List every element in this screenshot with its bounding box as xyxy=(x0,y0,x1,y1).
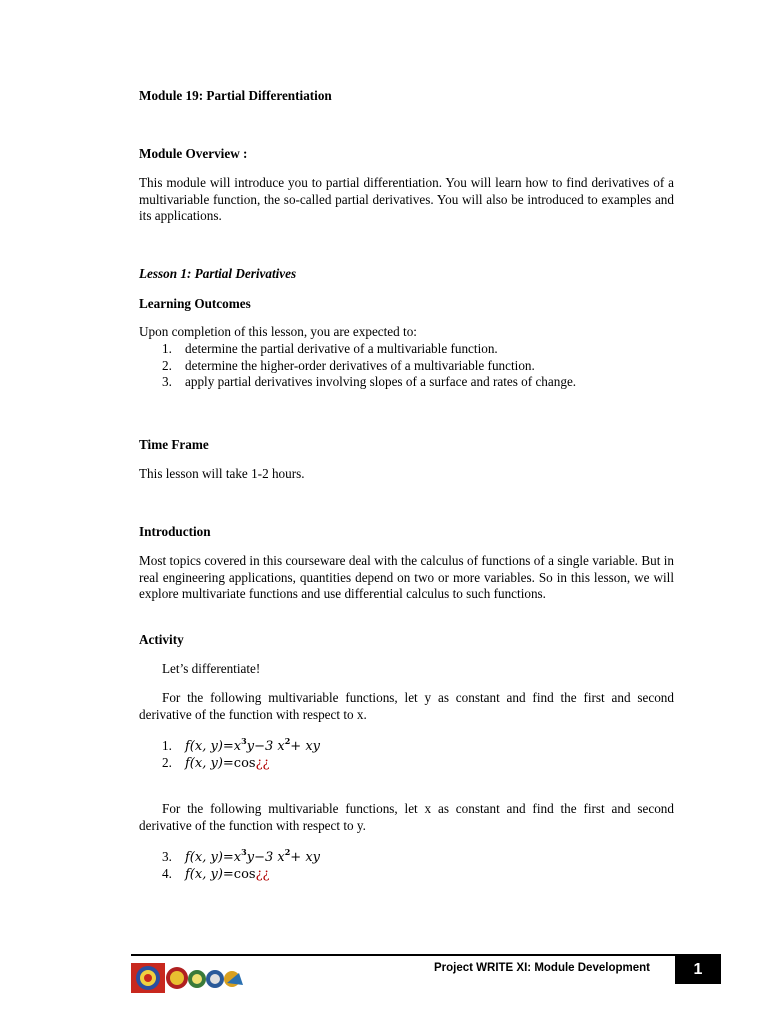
page-number: 1 xyxy=(675,955,721,984)
activity-list-part2 xyxy=(139,849,674,882)
seal-logos-icon xyxy=(131,963,248,993)
list-item: 1. f(x, $y)=x^3y-3$ $x^2+$ xy xyxy=(162,736,320,754)
overview-heading: Module Overview : xyxy=(139,146,248,161)
activity-part2-text: For the following multivariable functions, let x as constant and find the first and second derivative of the function with respect to y. xyxy=(139,801,674,833)
equation: f(x, y)=cos¿¿ xyxy=(185,755,270,771)
list-item: 2. f(x, y)=cos¿¿ xyxy=(162,754,270,771)
module-title: Module 19: Partial Differentiation xyxy=(139,88,332,103)
list-item: 3. f(x, $y)=x^3y-3$ $x^2+$ xy xyxy=(162,847,320,865)
time-frame-heading: Time Frame xyxy=(139,437,209,452)
equation: f(x, y)=cos¿¿ xyxy=(185,866,270,882)
overview-paragraph: This module will introduce you to partial differentiation. You will learn how to find derivatives of a multivariable function, the so-called partial derivatives. You will also be introduced to examples and its applications. xyxy=(139,175,674,223)
activity-prompt: Let’s differentiate! xyxy=(162,661,261,676)
list-item: 4. f(x, y)=cos¿¿ xyxy=(162,865,270,882)
time-frame-text: This lesson will take 1-2 hours. xyxy=(139,466,305,481)
introduction-paragraph: Most topics covered in this courseware deal with the calculus of functions of a single variable. But in real engineering applications, quantities depend on two or more variables. So in this lesson, we will explore multivariate functions and use differential calculus to such functions. xyxy=(139,553,674,601)
activity-list-part1 xyxy=(139,738,674,771)
footer-logos xyxy=(131,963,248,993)
lesson-title: Lesson 1: Partial Derivatives xyxy=(139,266,297,281)
equation: f(x, $y)=x^3y-3$ $x^2+$ xy xyxy=(185,847,320,865)
footer-rule xyxy=(131,954,721,956)
activity-part1-text: For the following multivariable functions, let y as constant and find the first and second derivative of the function with respect to x. xyxy=(139,690,674,722)
learning-outcomes-intro: Upon completion of this lesson, you are expected to: xyxy=(139,324,417,339)
footer-project-title: Project WRITE XI: Module Development xyxy=(434,962,650,974)
learning-outcomes-list xyxy=(139,341,674,391)
activity-heading: Activity xyxy=(139,632,184,647)
introduction-heading: Introduction xyxy=(139,524,211,539)
list-item: 3. apply partial derivatives involving slopes of a surface and rates of change. xyxy=(162,374,577,389)
list-item: 2. determine the higher-order derivatives of a multivariable function. xyxy=(162,357,535,373)
learning-outcomes-heading: Learning Outcomes xyxy=(139,296,251,311)
list-item: 1. determine the partial derivative of a multivariable function. xyxy=(162,341,498,356)
equation: f(x, $y)=x^3y-3$ $x^2+$ xy xyxy=(185,736,320,754)
